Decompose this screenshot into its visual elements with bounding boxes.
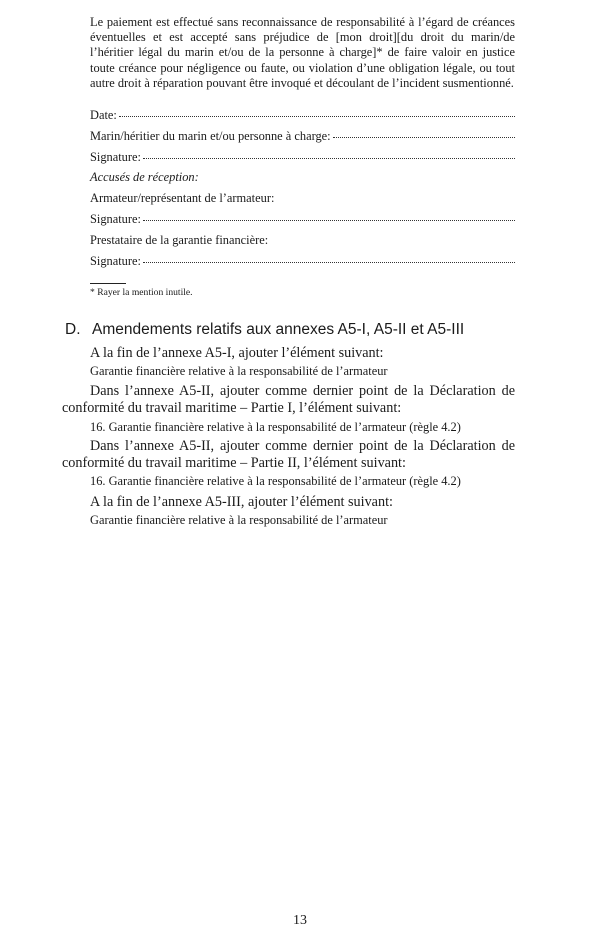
signature-field-1: [90, 150, 515, 165]
footnote-divider: [90, 283, 126, 284]
seafarer-field: [90, 129, 515, 144]
signature-field-3: [90, 254, 515, 269]
section-heading: [65, 320, 464, 340]
instruction-2: Dans l’annexe A5-II, ajouter comme dernier point de la Déclaration de conformité du travail maritime – Partie I, l’élément suivant:: [62, 383, 515, 416]
addition-2: 16. Garantie financière relative à la responsabilité de l’armateur (règle 4.2): [90, 420, 461, 434]
instruction-3: Dans l’annexe A5-II, ajouter comme dernier point de la Déclaration de conformité du travail maritime – Partie II, l’élément suivant:: [62, 438, 515, 471]
signature-field-2: [90, 212, 515, 227]
receipts-heading: Accusés de réception:: [90, 170, 199, 184]
instruction-4: A la fin de l’annexe A5-III, ajouter l’élément suivant:: [90, 494, 393, 510]
addition-3: 16. Garantie financière relative à la responsabilité de l’armateur (règle 4.2): [90, 474, 461, 488]
addition-1: Garantie financière relative à la responsabilité de l’armateur: [90, 364, 388, 378]
footnote: * Rayer la mention inutile.: [90, 287, 193, 298]
signature-dotted-line-2: [143, 220, 515, 221]
date-field: [90, 108, 515, 123]
section-title: Amendements relatifs aux annexes A5-I, A5-II et A5-III: [92, 321, 465, 338]
date-dotted-line: [119, 116, 515, 117]
date-label: Date:: [90, 108, 117, 122]
instruction-1: A la fin de l’annexe A5-I, ajouter l’élément suivant:: [90, 345, 384, 361]
addition-4: Garantie financière relative à la responsabilité de l’armateur: [90, 513, 388, 527]
page-number: 13: [293, 913, 307, 928]
intro-paragraph: Le paiement est effectué sans reconnaissance de responsabilité à l’égard de créances éventuelles et est accepté sans préjudice de [mon droit][du droit du marin/de l’héritier légal du marin et/ou de la personne à charge]* de faire valoir en justice toute créance pour négligence ou faute, ou violation d’une obligation légale, ou tout autre droit à réparation pouvant être invoqué et découlant de l’incident susmentionné.: [90, 15, 515, 90]
shipowner-heading: Armateur/représentant de l’armateur:: [90, 191, 275, 205]
seafarer-label: Marin/héritier du marin et/ou personne à charge:: [90, 129, 331, 143]
seafarer-dotted-line: [333, 137, 515, 138]
signature-dotted-line-3: [143, 262, 515, 263]
signature-label-1: Signature:: [90, 150, 141, 164]
provider-heading: Prestataire de la garantie financière:: [90, 233, 269, 247]
signature-label-3: Signature:: [90, 254, 141, 268]
section-letter: D.: [65, 321, 81, 338]
signature-dotted-line-1: [143, 158, 515, 159]
signature-label-2: Signature:: [90, 212, 141, 226]
